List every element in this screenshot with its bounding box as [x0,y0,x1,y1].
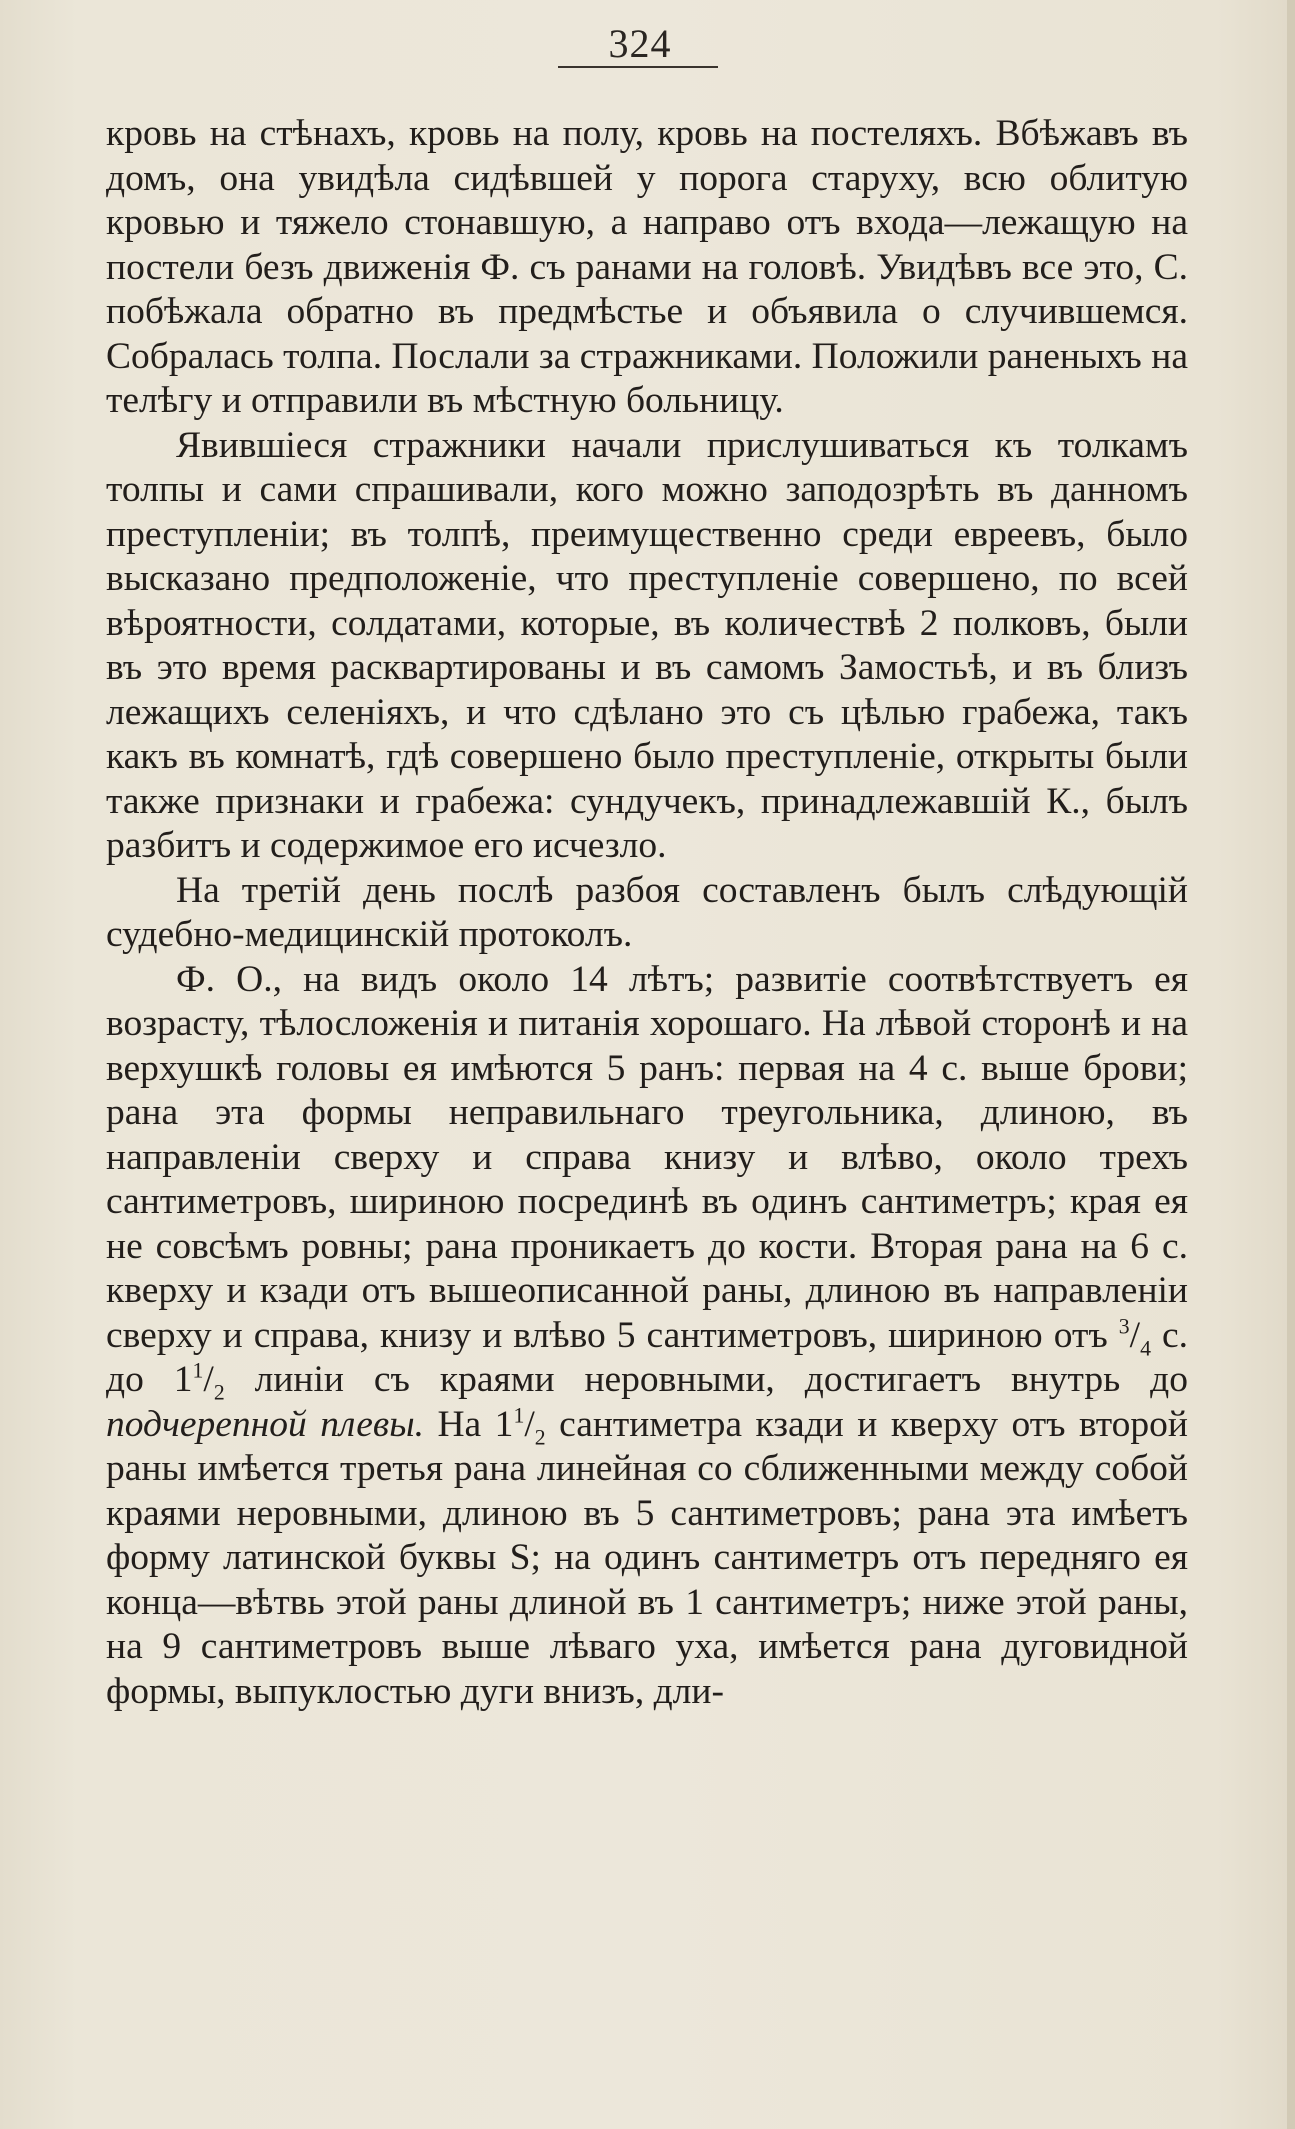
text-run: / [524,1403,535,1445]
text-run: кровь на стѣнахъ, кровь на полу, кровь на постеляхъ. Вбѣжавъ въ домъ, она увидѣла сидѣвшей у порога старуху, всю облитую кровью и тяжело стонавшую, а направо отъ входа—лежащую на постели безъ движенія Ф. съ ранами на головѣ. Увидѣвъ все это, С. побѣжала обратно въ предмѣстье и объявила о случившемся. Собралась толпа. Послали за стражниками. Положили раненыхъ на телѣгу и отправили въ мѣстную больницу. [106,113,1188,421]
paragraph [106,112,1188,424]
fraction-part: 1 [513,1403,525,1427]
page-number-rule [558,66,718,68]
page-edge [1287,0,1295,2129]
paragraph [106,958,1188,1715]
fraction-part: 2 [534,1425,546,1449]
fraction-part: 3 [1118,1314,1130,1338]
fraction-part: 1 [192,1358,204,1383]
italic-term: подчерепной плевы. [106,1403,424,1445]
text-run: На третій день послѣ разбоя составленъ былъ слѣдующій судебно-медицинскій протоколъ. [106,869,1188,955]
text-run: Явившіеся стражники начали прислушиваться къ толкамъ толпы и сами спрашивали, кого можно заподозрѣть въ данномъ преступленіи; въ толпѣ, преимущественно среди евреевъ, было высказано предположеніе, что преступленіе совершено, по всей вѣроятности, солдатами, которые, въ количествѣ 2 полковъ, были въ это время расквартированы и въ самомъ Замостьѣ, и въ близъ лежащихъ селеніяхъ, и что сдѣлано это съ цѣлью грабежа, такъ какъ въ комнатѣ, гдѣ совершено было преступленіе, открыты были также признаки и грабежа: сундучекъ, принадлежавшій К., былъ разбитъ и содержимое его исчезло. [106,424,1188,866]
fraction-part: 2 [213,1380,225,1405]
text-run: / [203,1359,214,1400]
text-run: сантиметра кзади и кверху отъ второй раны имѣется третья рана линейная со сближенными между собой краями неровными, длиною въ 5 сантиметровъ; рана эта имѣетъ форму латинской буквы S; на одинъ сантиметръ отъ передняго ея конца—вѣтвь этой раны длиной въ 1 сантиметръ; ниже этой раны, на 9 сантиметровъ выше лѣваго уха, имѣется рана дуговидной формы, выпуклостью дуги внизъ, дли- [106,1403,1188,1712]
fraction-part: 4 [1140,1336,1151,1360]
paragraph [106,424,1188,869]
paragraph [106,869,1188,958]
text-run: На 1 [423,1403,514,1445]
page-number: 324 [608,21,672,66]
text-run: с. до 1 [106,1314,1188,1400]
body-text [106,112,1188,1714]
text-run: Ф. О., на видъ около 14 лѣтъ; развитіе соотвѣтствуетъ ея возрасту, тѣлосложенія и питанія хорошаго. На лѣвой сторонѣ и на верхушкѣ головы ея имѣются 5 ранъ: первая на 4 с. выше брови; рана эта формы неправильнаго треугольника, длиною, въ направленіи сверху и справа книзу и влѣво, около трехъ сантиметровъ, шириною посрединѣ въ одинъ сантиметръ; края ея не совсѣмъ ровны; рана проникаетъ до кости. Вторая рана на 6 с. кверху и кзади отъ вышеописанной раны, длиною въ направленіи сверху и справа, книзу и влѣво 5 сантиметровъ, шириною отъ [106,958,1188,1356]
text-run: / [1129,1314,1141,1356]
text-run: линіи съ краями неровными, достигаетъ внутрь до [224,1359,1188,1400]
